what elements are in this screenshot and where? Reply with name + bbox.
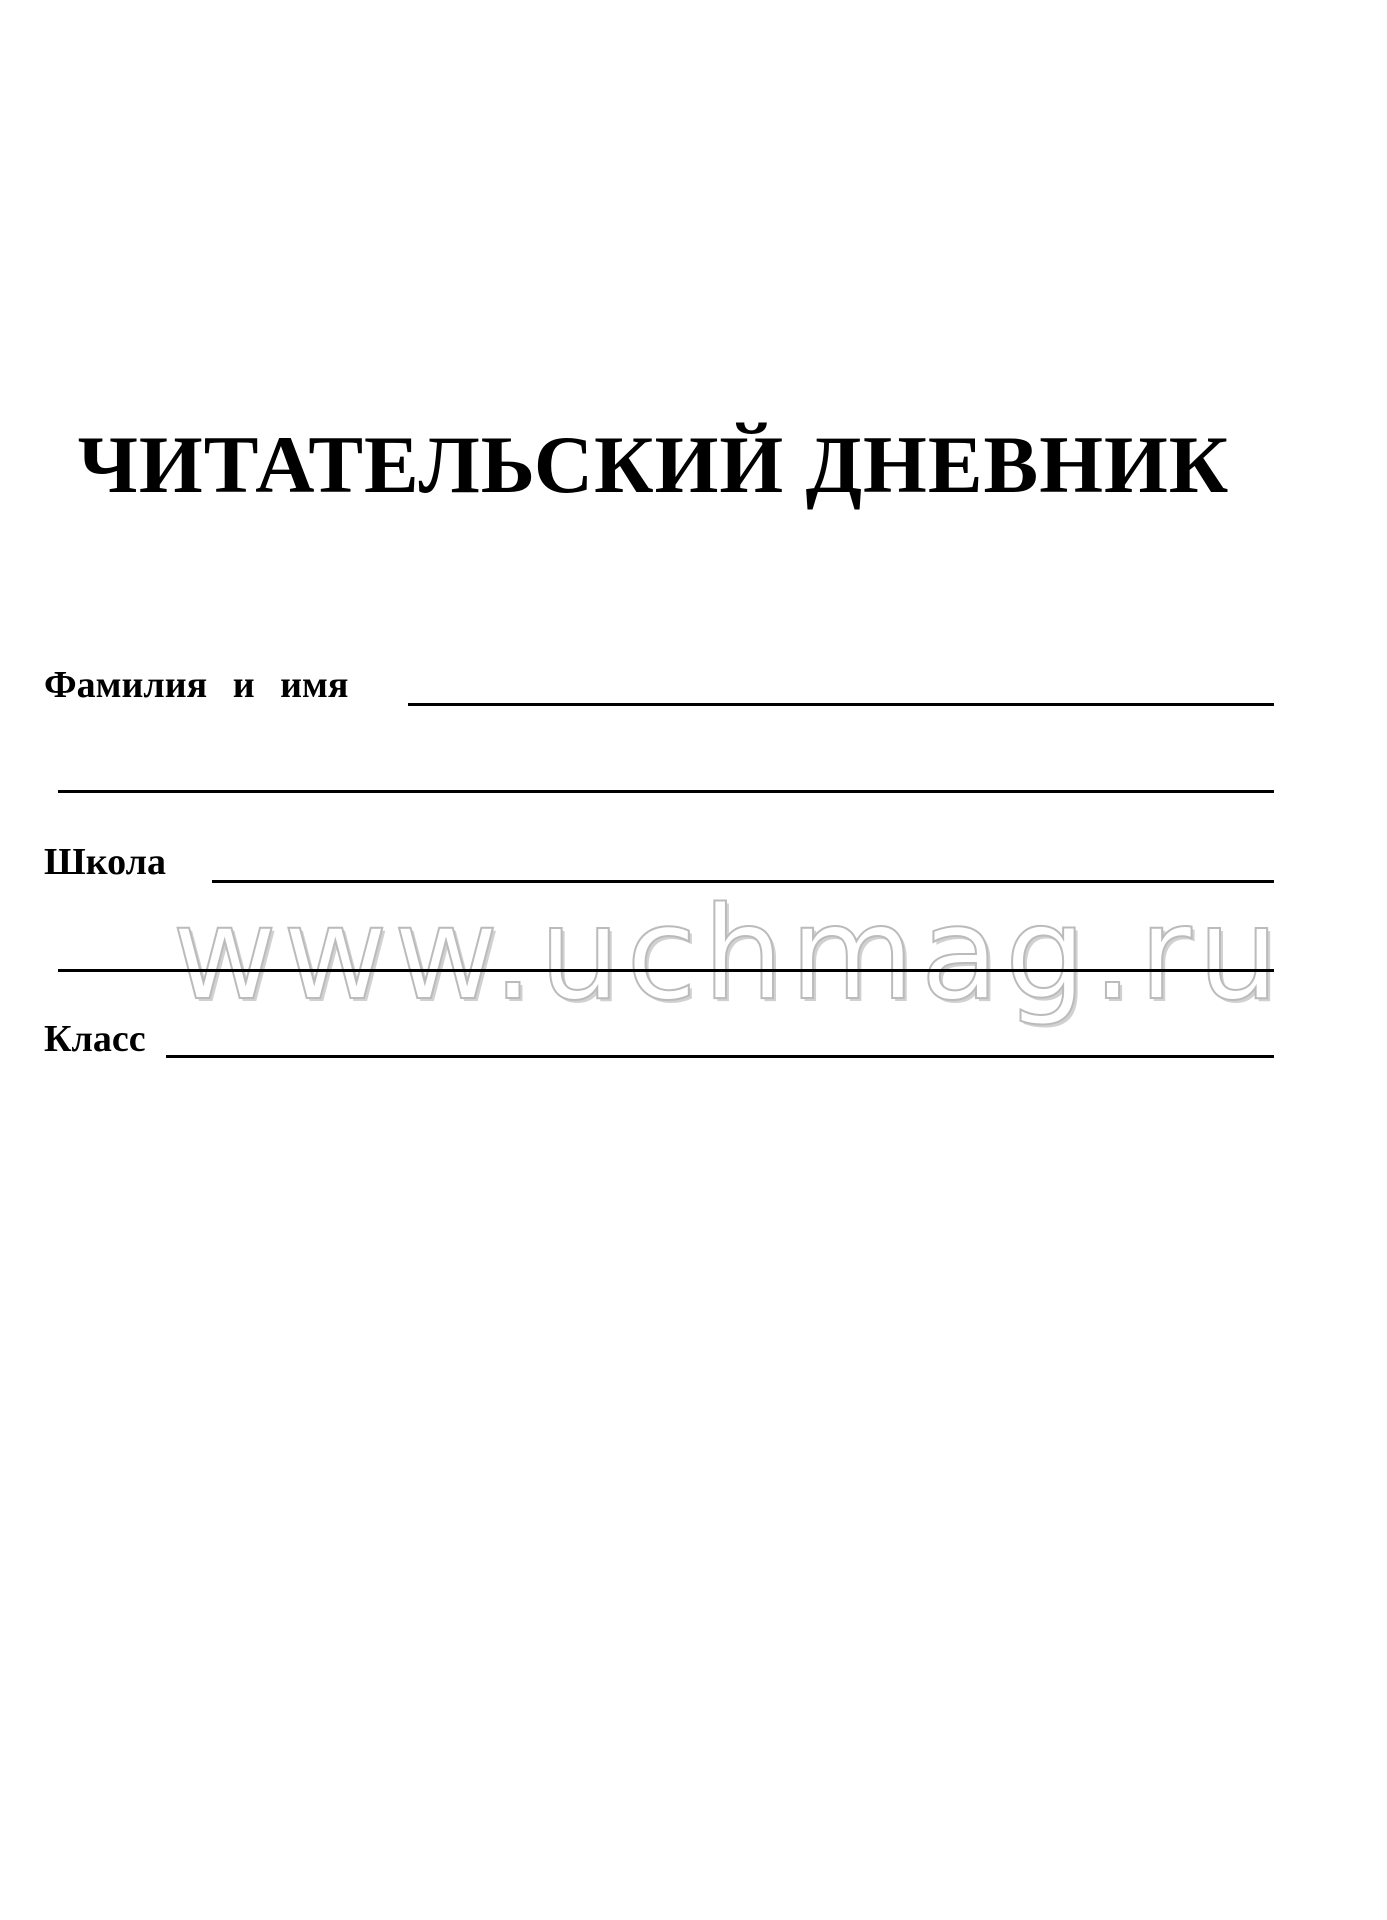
name-continuation-line — [58, 790, 1274, 793]
class-line — [166, 1055, 1274, 1058]
watermark: www.uchmag.ru — [172, 880, 1285, 1029]
school-continuation-line — [58, 969, 1274, 972]
class-label: Класс — [44, 1018, 146, 1060]
name-label: Фамилия и имя — [44, 664, 349, 706]
school-label: Школа — [44, 841, 166, 883]
name-line — [408, 703, 1274, 706]
page-title: ЧИТАТЕЛЬСКИЙ ДНЕВНИК — [77, 419, 1230, 510]
